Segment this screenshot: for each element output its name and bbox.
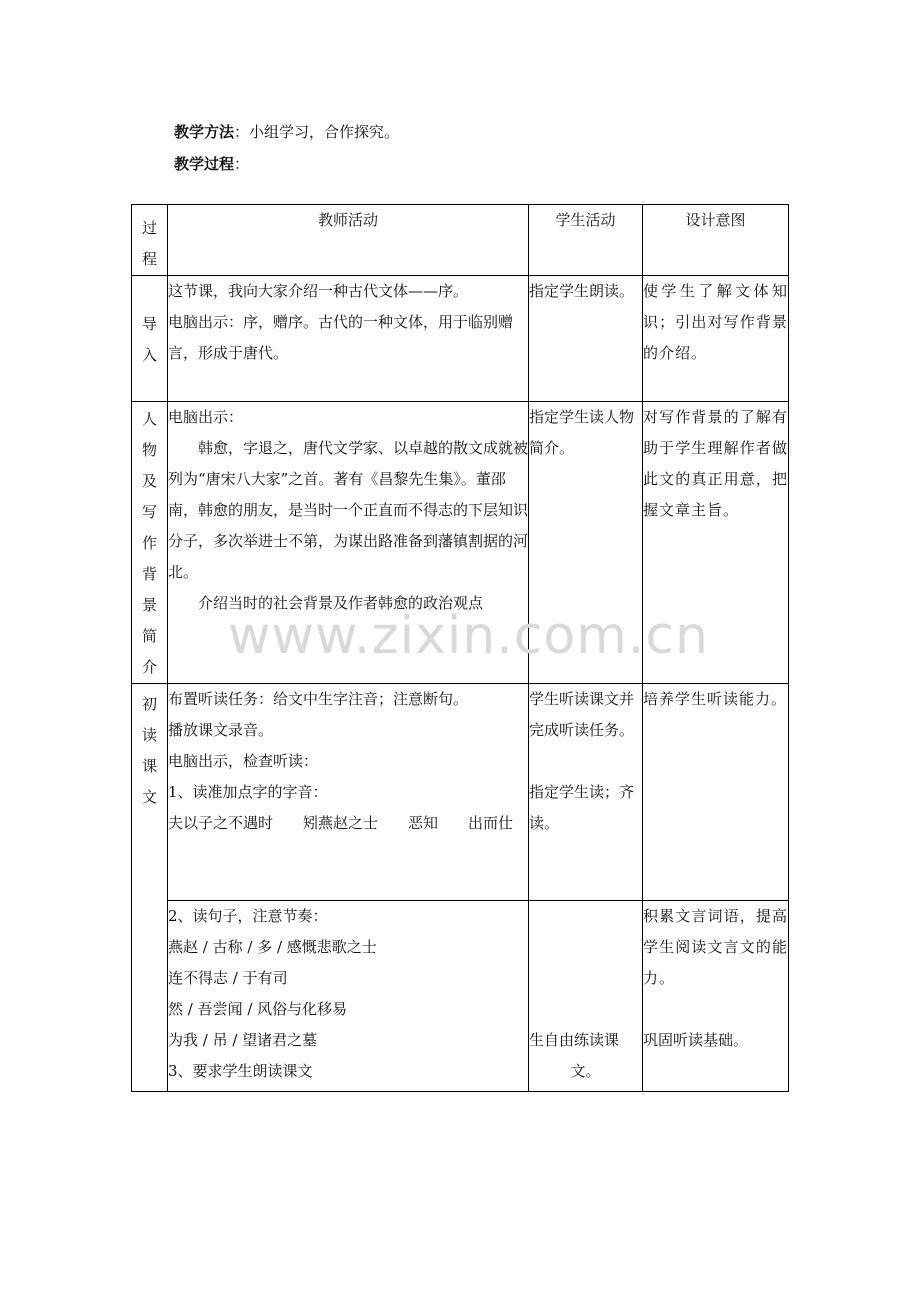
row-process-cell: 人物及写作背景简介 xyxy=(132,402,168,684)
header-intent: 设计意图 xyxy=(643,205,789,276)
table-row xyxy=(132,276,789,402)
student-activity-cell: 生自由练读课 文。 xyxy=(529,901,643,1092)
teaching-process-line xyxy=(174,153,249,174)
table-row xyxy=(132,684,789,901)
teacher-activity-cell: 这节课，我向大家介绍一种古代文体——序。 电脑出示：序，赠序。古代的一种文体，用于临别赠言，形成于唐代。 xyxy=(168,276,529,402)
table-header-row xyxy=(132,205,789,276)
row-process-cell: 导入 xyxy=(132,276,168,402)
teacher-activity-cell: 2、读句子，注意节奏： 燕赵 / 古称 / 多 / 感慨悲歌之士 连不得志 / 于有司 然 / 吾尝闻 / 风俗与化移易 为我 / 吊 / 望诸君之墓 3、要求学生朗读课文 xyxy=(168,901,529,1092)
watermark: www.zixin.com.cn xyxy=(228,606,709,666)
student-activity-cell: 指定学生读人物简介。 xyxy=(529,402,643,684)
teaching-process-colon: ： xyxy=(234,155,250,173)
design-intent-cell: 培养学生听读能力。 xyxy=(643,684,789,901)
teaching-method-line xyxy=(174,121,399,142)
design-intent-cell: 对写作背景的了解有助于学生理解作者做此文的真正用意，把握文章主旨。 xyxy=(643,402,789,684)
lesson-plan-table xyxy=(131,204,789,1092)
table-row xyxy=(132,901,789,1092)
teaching-method-text: ：小组学习，合作探究。 xyxy=(234,123,400,141)
header-student: 学生活动 xyxy=(529,205,643,276)
row-process-cell: 初读课文 xyxy=(132,684,168,1092)
design-intent-cell: 积累文言词语，提高学生阅读文言文的能力。 巩固听读基础。 xyxy=(643,901,789,1092)
design-intent-cell: 使学生了解文体知识；引出对写作背景的介绍。 xyxy=(643,276,789,402)
teacher-activity-cell: 电脑出示： 韩愈，字退之，唐代文学家、以卓越的散文成就被列为“唐宋八大家”之首。著有《昌黎先生集》。董邵南，韩愈的朋友，是当时一个正直而不得志的下层知识分子，多次举进士不第，为谋出路准备到藩镇割据的河北。 介绍当时的社会背景及作者韩愈的政治观点 xyxy=(168,402,529,684)
teaching-method-label: 教学方法 xyxy=(174,123,235,141)
table-row xyxy=(132,402,789,684)
student-activity-cell: 学生听读课文并完成听读任务。 指定学生读；齐读。 xyxy=(529,684,643,901)
header-teacher: 教师活动 xyxy=(168,205,529,276)
teaching-process-label: 教学过程 xyxy=(174,155,235,173)
teacher-activity-cell: 布置听读任务：给文中生字注音；注意断句。 播放课文录音。 电脑出示，检查听读： 1、读准加点字的字音： 夫以子之不遇时 矧燕赵之士 恶知 出而仕 xyxy=(168,684,529,901)
header-process: 过程 xyxy=(132,205,168,276)
student-activity-cell: 指定学生朗读。 xyxy=(529,276,643,402)
